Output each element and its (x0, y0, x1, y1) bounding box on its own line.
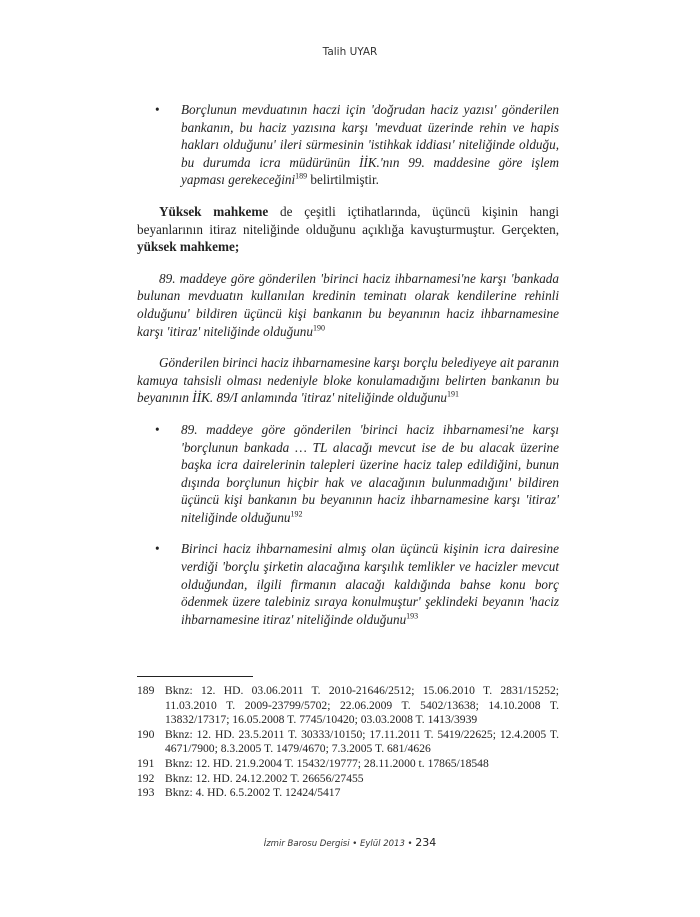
footnote-text: Bknz: 12. HD. 21.9.2004 T. 15432/19777; 28.11.2000 t. 17865/18548 (165, 756, 489, 770)
footnote-ref[interactable]: 193 (406, 611, 419, 621)
footnote-item (137, 772, 559, 787)
bullet-text: Birinci haciz ihbarnamesini almış olan üçüncü kişinin icra dairesine verdiği 'borçlu şirketin alacağına karşılık temlikler ve hacizler mevcut olduğundan, ilgili firmanın alacağı kaldığında bahse konu borç ödenmek üzere talebiniz sıraya konulmuştur' şeklindeki beyanın 'haciz ihbarnamesine itiraz' niteliğinde olduğunu (181, 541, 559, 627)
footnote-separator (137, 676, 253, 677)
footnote-text: Bknz: 4. HD. 6.5.2002 T. 12424/5417 (165, 786, 341, 800)
footnote-text: Bknz: 12. HD. 24.12.2002 T. 26656/27455 (165, 771, 364, 785)
bullet-item (137, 540, 559, 628)
footnote-item (137, 684, 559, 728)
page-body (137, 101, 559, 642)
header-author: Talih UYAR (322, 46, 378, 58)
footnote-ref[interactable]: 189 (295, 171, 308, 181)
footnote-number: 193 (137, 786, 155, 800)
emphasis-text: yüksek mahkeme; (137, 239, 240, 255)
footnote-number: 189 (137, 684, 155, 697)
emphasis-text: Yüksek mahkeme (159, 203, 269, 219)
bullet-icon: • (155, 102, 160, 117)
footnote-item (137, 786, 559, 801)
bullet-text-tail: belirtilmiştir. (307, 172, 379, 188)
footnote-item (137, 757, 559, 772)
paragraph-text: Gönderilen birinci haciz ihbarnamesine karşı borçlu belediyeye ait paranın kamuya tahsisli olması nedeniyle bloke konulamadığını belirten bankanın bu beyanının İİK. 89/I anlamında 'itiraz' niteliğinde olduğunu (137, 355, 559, 406)
footnote-text: Bknz: 12. HD. 23.5.2011 T. 30333/10150; 17.11.2011 T. 5419/22625; 12.4.2005 T. 4671/7900; 8.3.2005 T. 1479/4670; 7.3.2005 T. 681/4626 (165, 727, 559, 756)
footnote-ref[interactable]: 192 (290, 509, 303, 519)
bullet-item (137, 101, 559, 189)
footnote-text: Bknz: 12. HD. 03.06.2011 T. 2010-21646/2512; 15.06.2010 T. 2831/15252; 11.03.2010 T. 2009-23799/5702; 22.06.2009 T. 5402/13638; 14.10.2008 T. 13832/17317; 16.05.2008 T. 7745/10420; 03.03.2008 T. 1413/3939 (165, 684, 559, 727)
paragraph-text: de çeşitli içtihatlarında, üçüncü kişinin hangi beyanlarının itiraz niteliğinde olduğunu açıklığa kavuşturmuştur. Gerçekten, (137, 203, 560, 237)
page-number: 234 (415, 836, 437, 849)
bullet-text: Borçlunun mevduatının haczi için 'doğrudan haciz yazısı' gönderilen bankanın, bu haciz yazısına karşı 'mevduat üzerinde rehin ve hapis hakları olduğunu' ileri sürmesinin 'istihkak iddiası' niteliğinde olduğu, bu durumda icra müdürünün İİK.'nın 99. maddesine göre işlem yapması gerekeceğini (181, 102, 559, 188)
bullet-icon: • (155, 541, 160, 557)
footnote-item (137, 728, 559, 757)
bullet-icon: • (155, 421, 160, 437)
paragraph-text: 89. maddeye göre gönderilen 'birinci haciz ihbarnamesi'ne karşı 'bankada bulunan mevduatın kullanılan kredinin teminatı olarak kendilerine rehinli olduğunu' bildiren üçüncü kişi bankanın bu beyanının haciz ihbarnamesine karşı 'itiraz' niteliğinde olduğunu (137, 270, 559, 339)
body-paragraph (137, 203, 559, 256)
footnote-number: 191 (137, 756, 155, 770)
quoted-paragraph (137, 270, 559, 340)
footnote-number: 190 (137, 727, 155, 741)
footnote-ref[interactable]: 190 (312, 323, 325, 333)
footnote-number: 192 (137, 771, 155, 785)
bullet-text: 89. maddeye göre gönderilen 'birinci haciz ihbarnamesi'ne karşı 'borçlunun bankada … TL alacağı mevcut ise de bu alacak üzerine başka icra dairelerinin talepleri üzerine haciz talep edildiğini, bunun dışında borçlunun hiçbir hak ve alacağının bulunmadığını' bildiren üçüncü kişi bankanın bu beyanının haciz ihbarnamesine karşı 'itiraz' niteliğinde olduğunu (181, 421, 559, 525)
running-header (0, 46, 700, 58)
running-footer (0, 836, 700, 849)
quoted-paragraph (137, 354, 559, 407)
bullet-item (137, 421, 559, 527)
footnotes (137, 684, 559, 801)
footnote-ref[interactable]: 191 (447, 389, 460, 399)
footer-journal: İzmir Barosu Dergisi • Eylül 2013 • (263, 839, 413, 849)
